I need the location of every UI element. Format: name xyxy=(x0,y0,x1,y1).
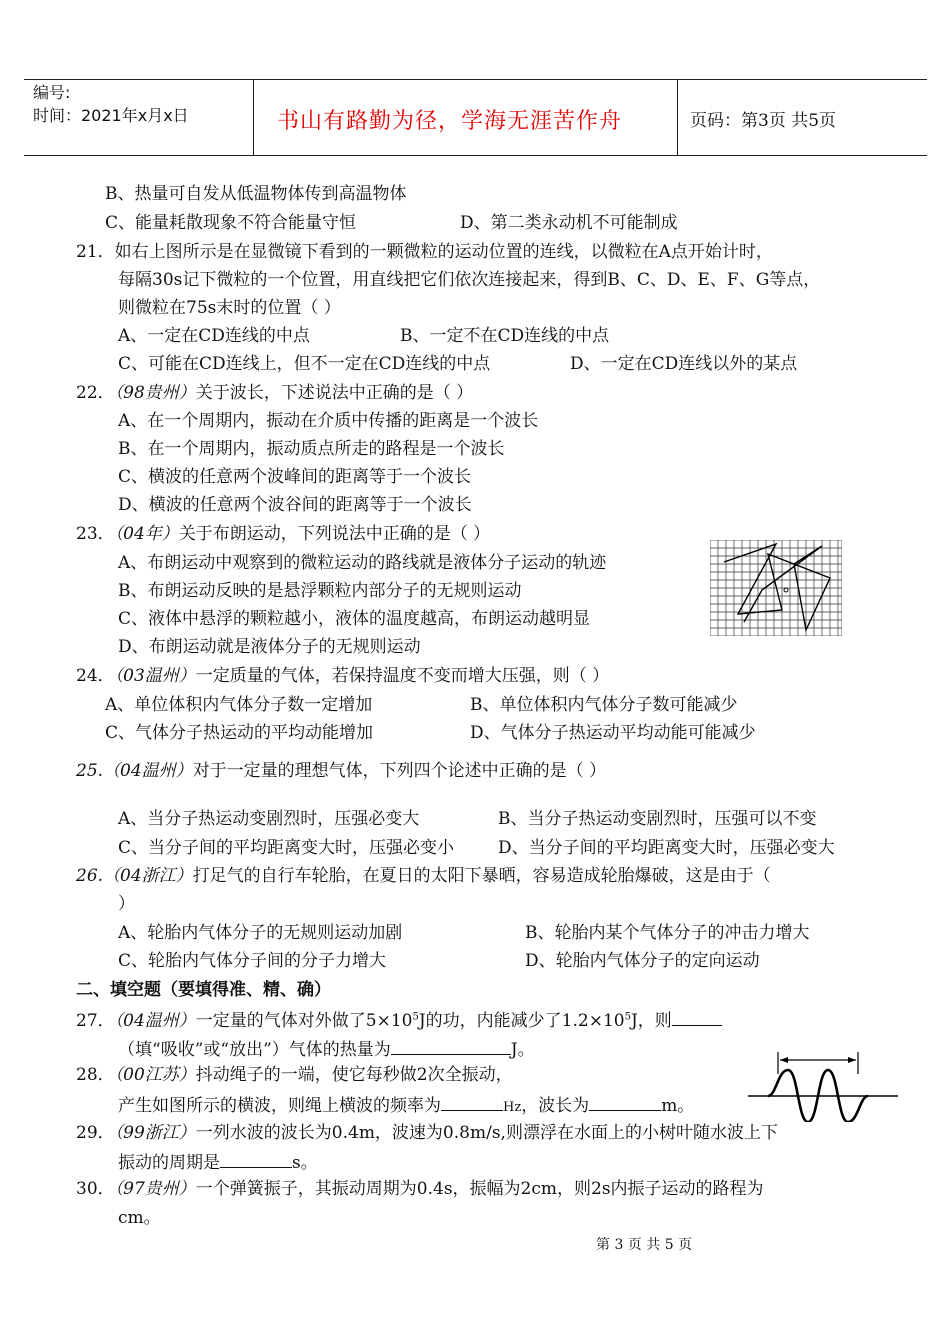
q27-unit: J。 xyxy=(510,1040,535,1060)
q28-line2-text: 产生如图所示的横波，则绳上横波的频率为 xyxy=(118,1096,441,1116)
q26-stem xyxy=(76,868,771,885)
q25-number: 25. xyxy=(76,761,104,781)
q22-number: 22． xyxy=(76,383,115,403)
q28-unit-frequency: Hz xyxy=(503,1100,522,1115)
q23-option-c: C、液体中悬浮的颗粒越小，液体的温度越高，布朗运动越明显 xyxy=(118,609,591,629)
transverse-wave-figure xyxy=(748,1050,898,1122)
q27-blank-1[interactable] xyxy=(672,1011,722,1026)
q25-option-b: B、当分子热运动变剧烈时，压强可以不变 xyxy=(498,809,817,829)
header-bottom-border xyxy=(24,155,927,156)
q28-unit-wavelength: m。 xyxy=(661,1096,695,1116)
q21-option-a: A、一定在CD连线的中点 xyxy=(118,326,310,346)
q23-option-a: A、布朗运动中观察到的微粒运动的路线就是液体分子运动的轨迹 xyxy=(118,553,607,573)
q22-option-b: B、在一个周期内，振动质点所走的路程是一个波长 xyxy=(118,439,505,459)
q22-option-a: A、在一个周期内，振动在介质中传播的距离是一个波长 xyxy=(118,411,539,431)
q23-option-b: B、布朗运动反映的是悬浮颗粒内部分子的无规则运动 xyxy=(118,581,522,601)
q24-option-c: C、气体分子热运动的平均动能增加 xyxy=(105,723,374,743)
q21-line2: 每隔30s记下微粒的一个位置，用直线把它们依次连接起来，得到B、C、D、E、F、G等点， xyxy=(118,270,821,290)
header-divider-left xyxy=(253,79,254,155)
q26-number: 26. xyxy=(76,866,104,886)
q24-stem xyxy=(76,668,609,685)
q24-source: （03温州） xyxy=(114,666,196,686)
q26-source: （04浙江） xyxy=(103,866,193,886)
q28-text: 抖动绳子的一端，使它每秒做2次全振动， xyxy=(195,1065,513,1085)
q22-option-c: C、横波的任意两个波峰间的距离等于一个波长 xyxy=(118,467,472,487)
header-divider-right xyxy=(677,79,678,155)
q26-stem-continued: ） xyxy=(118,894,135,914)
q28-line2 xyxy=(118,1096,694,1115)
q28-line2-text-2: ，波长为 xyxy=(521,1096,590,1116)
q23-number: 23． xyxy=(76,524,115,544)
q29-unit: s。 xyxy=(292,1153,318,1173)
q29-number: 29． xyxy=(76,1123,115,1143)
q29-line2 xyxy=(118,1153,318,1172)
q29-stem xyxy=(76,1125,778,1142)
q21-option-d: D、一定在CD连线以外的某点 xyxy=(570,354,798,374)
q28-stem xyxy=(76,1067,513,1084)
q29-blank-period[interactable] xyxy=(220,1153,292,1168)
q23-stem xyxy=(76,526,490,543)
q30-text: 一个弹簧振子，其振动周期为0.4s，振幅为2cm，则2s内振子运动的路程为 xyxy=(195,1179,764,1199)
brownian-motion-figure xyxy=(710,540,842,636)
q28-blank-wavelength[interactable] xyxy=(589,1096,661,1111)
q25-text: 对于一定量的理想气体，下列四个论述中正确的是（ ） xyxy=(192,761,607,781)
page-footer: 第 3 页 共 5 页 xyxy=(596,1237,693,1253)
q26-option-d: D、轮胎内气体分子的定向运动 xyxy=(525,951,760,971)
q25-option-d: D、当分子间的平均距离变大时，压强必变大 xyxy=(498,838,835,858)
q27-text-3: J，则 xyxy=(630,1011,672,1031)
q20-option-c: C、能量耗散现象不符合能量守恒 xyxy=(105,213,357,233)
q29-line2-text: 振动的周期是 xyxy=(118,1153,220,1173)
q24-option-b: B、单位体积内气体分子数可能减少 xyxy=(470,695,738,715)
q26-option-a: A、轮胎内气体分子的无规则运动加剧 xyxy=(118,923,403,943)
q24-text: 一定质量的气体，若保持温度不变而增大压强，则（ ） xyxy=(195,666,610,686)
q27-line2-text: （填“吸收”或“放出”）气体的热量为 xyxy=(118,1040,391,1060)
q24-option-d: D、气体分子热运动平均动能可能减少 xyxy=(470,723,756,743)
q27-number: 27． xyxy=(76,1011,115,1031)
header-page-info: 页码：第3页 共5页 xyxy=(690,111,837,131)
q25-source: （04温州） xyxy=(103,761,193,781)
q23-text: 关于布朗运动，下列说法中正确的是（ ） xyxy=(178,524,491,544)
q23-source: （04年） xyxy=(114,524,179,544)
q25-stem xyxy=(76,763,606,780)
header-motto: 书山有路勤为径，学海无涯苦作舟 xyxy=(277,109,623,134)
q22-text: 关于波长，下述说法中正确的是（ ） xyxy=(195,383,474,403)
q29-source: （99浙江） xyxy=(114,1123,196,1143)
q30-stem xyxy=(76,1181,764,1198)
q27-exponent-2: 5 xyxy=(624,1011,631,1023)
header-time-label: 时间：2021年x月x日 xyxy=(33,106,189,125)
q27-blank-2[interactable] xyxy=(391,1040,511,1055)
header-top-border xyxy=(24,79,927,80)
q24-number: 24． xyxy=(76,666,115,686)
q22-stem xyxy=(76,385,473,402)
q26-option-c: C、轮胎内气体分子间的分子力增大 xyxy=(118,951,387,971)
q21-line3: 则微粒在75s末时的位置（ ） xyxy=(118,298,341,318)
q21-line1: 21．如右上图所示是在显微镜下看到的一颗微粒的运动位置的连线，以微粒在A点开始计时， xyxy=(76,242,773,262)
q22-option-d: D、横波的任意两个波谷间的距离等于一个波长 xyxy=(118,495,472,515)
q20-option-b: B、热量可自发从低温物体传到高温物体 xyxy=(105,184,407,204)
q27-source: （04温州） xyxy=(114,1011,196,1031)
q28-blank-frequency[interactable] xyxy=(441,1096,503,1111)
q25-option-c: C、当分子间的平均距离变大时，压强必变小 xyxy=(118,838,455,858)
q27-line2 xyxy=(118,1040,535,1059)
section-fill-in-title: 二、填空题（要填得准、精、确） xyxy=(76,980,331,1000)
q22-source: （98贵州） xyxy=(114,383,196,403)
q24-option-a: A、单位体积内气体分子数一定增加 xyxy=(105,695,373,715)
header-number-label: 编号: xyxy=(33,83,71,102)
q30-source: （97贵州） xyxy=(114,1179,196,1199)
q25-option-a: A、当分子热运动变剧烈时，压强必变大 xyxy=(118,809,420,829)
q27-exponent-1: 5 xyxy=(412,1011,419,1023)
q23-option-d: D、布朗运动就是液体分子的无规则运动 xyxy=(118,637,421,657)
q26-text: 打足气的自行车轮胎，在夏日的太阳下暴晒，容易造成轮胎爆破，这是由于（ xyxy=(192,866,771,886)
q26-option-b: B、轮胎内某个气体分子的冲击力增大 xyxy=(525,923,810,943)
q28-number: 28． xyxy=(76,1065,115,1085)
q29-text: 一列水波的波长为0.4m，波速为0.8m/s,则漂浮在水面上的小树叶随水波上下 xyxy=(195,1123,778,1143)
q21-option-b: B、一定不在CD连线的中点 xyxy=(400,326,610,346)
q30-line2: cm。 xyxy=(118,1208,161,1228)
q20-option-d: D、第二类永动机不可能制成 xyxy=(460,213,678,233)
q27-text-1: 一定量的气体对外做了5×10 xyxy=(195,1011,413,1031)
q30-number: 30． xyxy=(76,1179,115,1199)
q28-source: （00江苏） xyxy=(114,1065,196,1085)
q21-option-c: C、可能在CD连线上，但不一定在CD连线的中点 xyxy=(118,354,491,374)
q27-stem xyxy=(76,1011,722,1030)
q27-text-2: J的功，内能减少了1.2×10 xyxy=(418,1011,625,1031)
